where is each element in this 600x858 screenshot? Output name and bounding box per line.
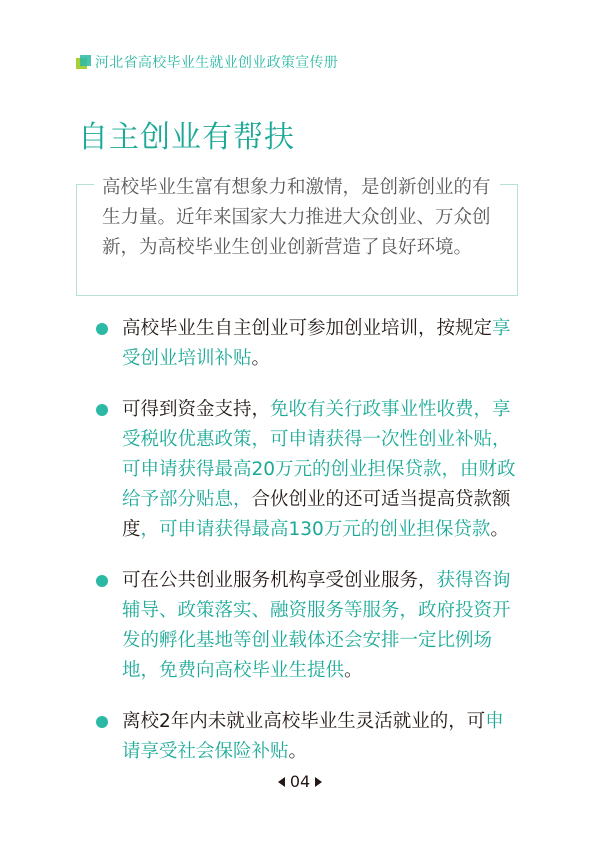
- bullet-dot-icon: [96, 404, 108, 416]
- page-number: 04: [289, 772, 311, 791]
- bullet-dot-icon: [96, 575, 108, 587]
- list-item: [96, 395, 516, 545]
- item-text: 可在公共创业服务机构享受创业服务，获得咨询辅导、政策落实、融资服务等服务，政府投资开发的孵化基地等创业载体还会安排一定比例场地，免费向高校毕业生提供。: [122, 570, 511, 681]
- bullet-dot-icon: [96, 716, 108, 728]
- item-text: 可得到资金支持，免收有关行政事业性收费，享受税收优惠政策，可申请获得一次性创业补贴，可申请获得最高20万元的创业担保贷款，由财政给予部分贴息，合伙创业的还可适当提高贷款额度，可申请获得最高130万元的创业担保贷款。: [122, 399, 516, 540]
- list-item: [96, 707, 516, 767]
- brochure-logo-icon: [76, 55, 91, 70]
- item-text: 离校2年内未就业高校毕业生灵活就业的，可申请享受社会保险补贴。: [122, 711, 504, 762]
- intro-box: [76, 177, 518, 296]
- triangle-right-icon: [315, 777, 322, 787]
- page-indicator: [0, 772, 600, 791]
- list-item: [96, 314, 516, 374]
- bullet-dot-icon: [96, 323, 108, 335]
- list-item: [96, 566, 516, 686]
- brochure-title: 河北省高校毕业生就业创业政策宣传册: [95, 55, 339, 71]
- brochure-header: [76, 52, 338, 72]
- section-title: 自主创业有帮扶: [78, 120, 295, 155]
- item-text: 高校毕业生自主创业可参加创业培训，按规定享受创业培训补贴。: [122, 318, 511, 369]
- policy-list: [96, 314, 516, 788]
- triangle-left-icon: [278, 777, 285, 787]
- intro-text: 高校毕业生富有想象力和激情，是创新创业的有生力量。近年来国家大力推进大众创业、万众创新，为高校毕业生创业创新营造了良好环境。: [102, 177, 491, 258]
